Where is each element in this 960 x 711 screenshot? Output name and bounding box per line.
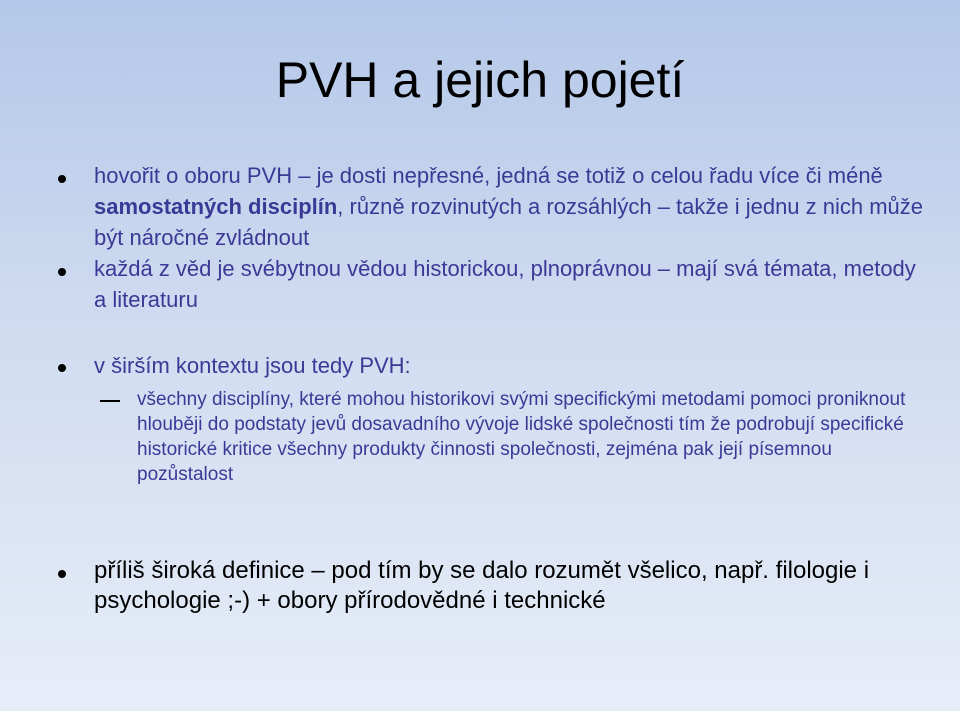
sub-bullet-dash — [100, 400, 120, 402]
bullet-text-1 — [94, 160, 934, 253]
bullet-marker-1 — [58, 175, 66, 183]
bullet-marker-2 — [58, 268, 66, 276]
sub-bullet-text-1: všechny disciplíny, které mohou historikovi svými specifickými metodami pomoci proniknout hlouběji do podstaty jevů dosavadního vývoje lidské společnosti tím že podrobují specifické historické kritice všechny produkty činnosti společnosti, zejména pak její písemnou pozůstalost — [137, 389, 906, 485]
bullet-text-4: příliš široká definice – pod tím by se dalo rozumět všelico, např. filologie i psychologie ;-) + obory přírodovědné i technické — [94, 557, 870, 614]
bullet-text-3: v širším kontextu jsou tedy PVH: — [94, 353, 411, 378]
bullet-1-bold: samostatných disciplín — [94, 194, 338, 219]
bullet-text-2: každá z věd je svébytnou vědou historickou, plnoprávnou – mají svá témata, metody a literaturu — [94, 256, 916, 312]
bullet-1-after: , různě rozvinutých a rozsáhlých – takže i jednu z nich může být náročné zvládnout — [94, 194, 924, 250]
bullet-marker-4 — [58, 570, 66, 578]
bullet-1-before: hovořit o oboru PVH – je dosti nepřesné, jedná se totiž o celou řadu více či méně — [94, 163, 883, 188]
bullet-marker-3 — [58, 364, 66, 372]
slide-title: PVH a jejich pojetí — [275, 52, 685, 108]
